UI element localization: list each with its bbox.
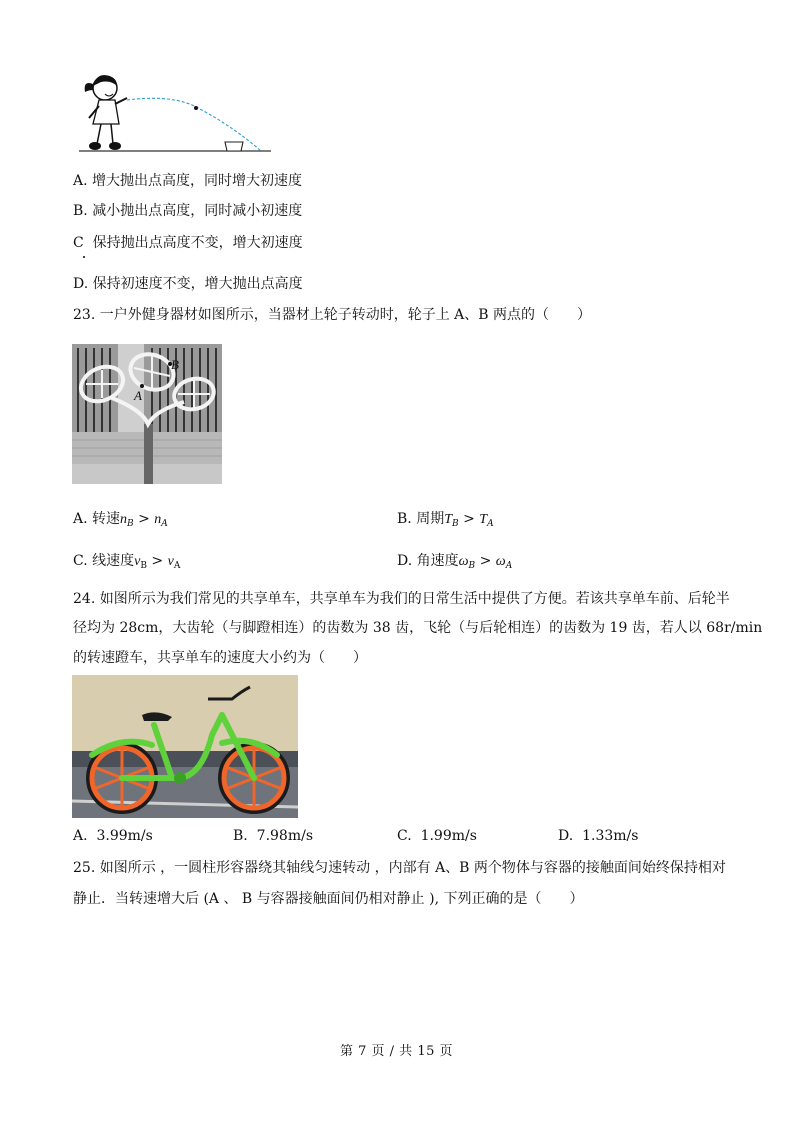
point-a-label: A <box>134 388 142 403</box>
projectile-figure <box>75 66 275 156</box>
q23-option-c: C. 线速度$v_B > v_A$ <box>73 553 181 571</box>
q24-stem-line-3: 的转速蹬车，共享单车的速度大小约为（ ） <box>73 650 367 666</box>
fitness-wheel-photo <box>72 344 222 484</box>
q25-stem-line-1: 25. 如图所示 ，一圆柱形容器绕其轴线匀速转动 ，内部有 A、B 两个物体与容器的接触面间始终保持相对 <box>73 860 726 876</box>
q24-option-a: A. 3.99m/s <box>73 828 153 844</box>
q24-option-b: B. 7.98m/s <box>233 828 314 844</box>
point-b-label: B <box>171 357 179 372</box>
ball-dot <box>194 106 198 110</box>
shared-bike-figure <box>72 675 298 818</box>
q22-option-d: D. 保持初速度不变，增大抛出点高度 <box>73 276 303 292</box>
q24-stem-line-2: 径均为 28cm，大齿轮（与脚蹬相连）的齿数为 38 齿，飞轮（与后轮相连）的齿数为 19 齿，若人以 68r/min <box>73 620 763 636</box>
q22-option-c: C 保持抛出点高度不变，增大初速度 <box>73 235 303 251</box>
shared-bike-photo <box>72 675 298 818</box>
q23-option-b: B. 周期$T_B > T_A$ <box>397 511 494 529</box>
fitness-equipment-figure <box>72 344 222 484</box>
q24-option-d: D. 1.33m/s <box>558 828 639 844</box>
q22-option-a: A. 增大抛出点高度，同时增大初速度 <box>73 173 303 189</box>
bucket-icon <box>225 142 243 151</box>
girl-throwing-illustration <box>75 66 275 156</box>
q24-option-c: C. 1.99m/s <box>397 828 477 844</box>
page-footer: 第 7 页 / 共 15 页 <box>340 1044 453 1059</box>
q22-option-b: B. 减小抛出点高度，同时减小初速度 <box>73 203 303 219</box>
q25-stem-line-2: 静止．当转速增大后 (A 、 B 与容器接触面间仍相对静止 ), 下列正确的是（ ） <box>73 891 584 907</box>
q24-stem-line-1: 24. 如图所示为我们常见的共享单车，共享单车为我们的日常生活中提供了方便。若该共享单车前、后轮半 <box>73 591 730 607</box>
stray-dot <box>83 256 85 258</box>
q23-stem: 23. 一户外健身器材如图所示，当器材上轮子转动时，轮子上 A、B 两点的（ ） <box>73 307 592 323</box>
q23-option-d: D. 角速度$\omega_B > \omega_A$ <box>397 553 513 571</box>
q23-option-a: A. 转速$n_B > n_A$ <box>73 511 168 529</box>
